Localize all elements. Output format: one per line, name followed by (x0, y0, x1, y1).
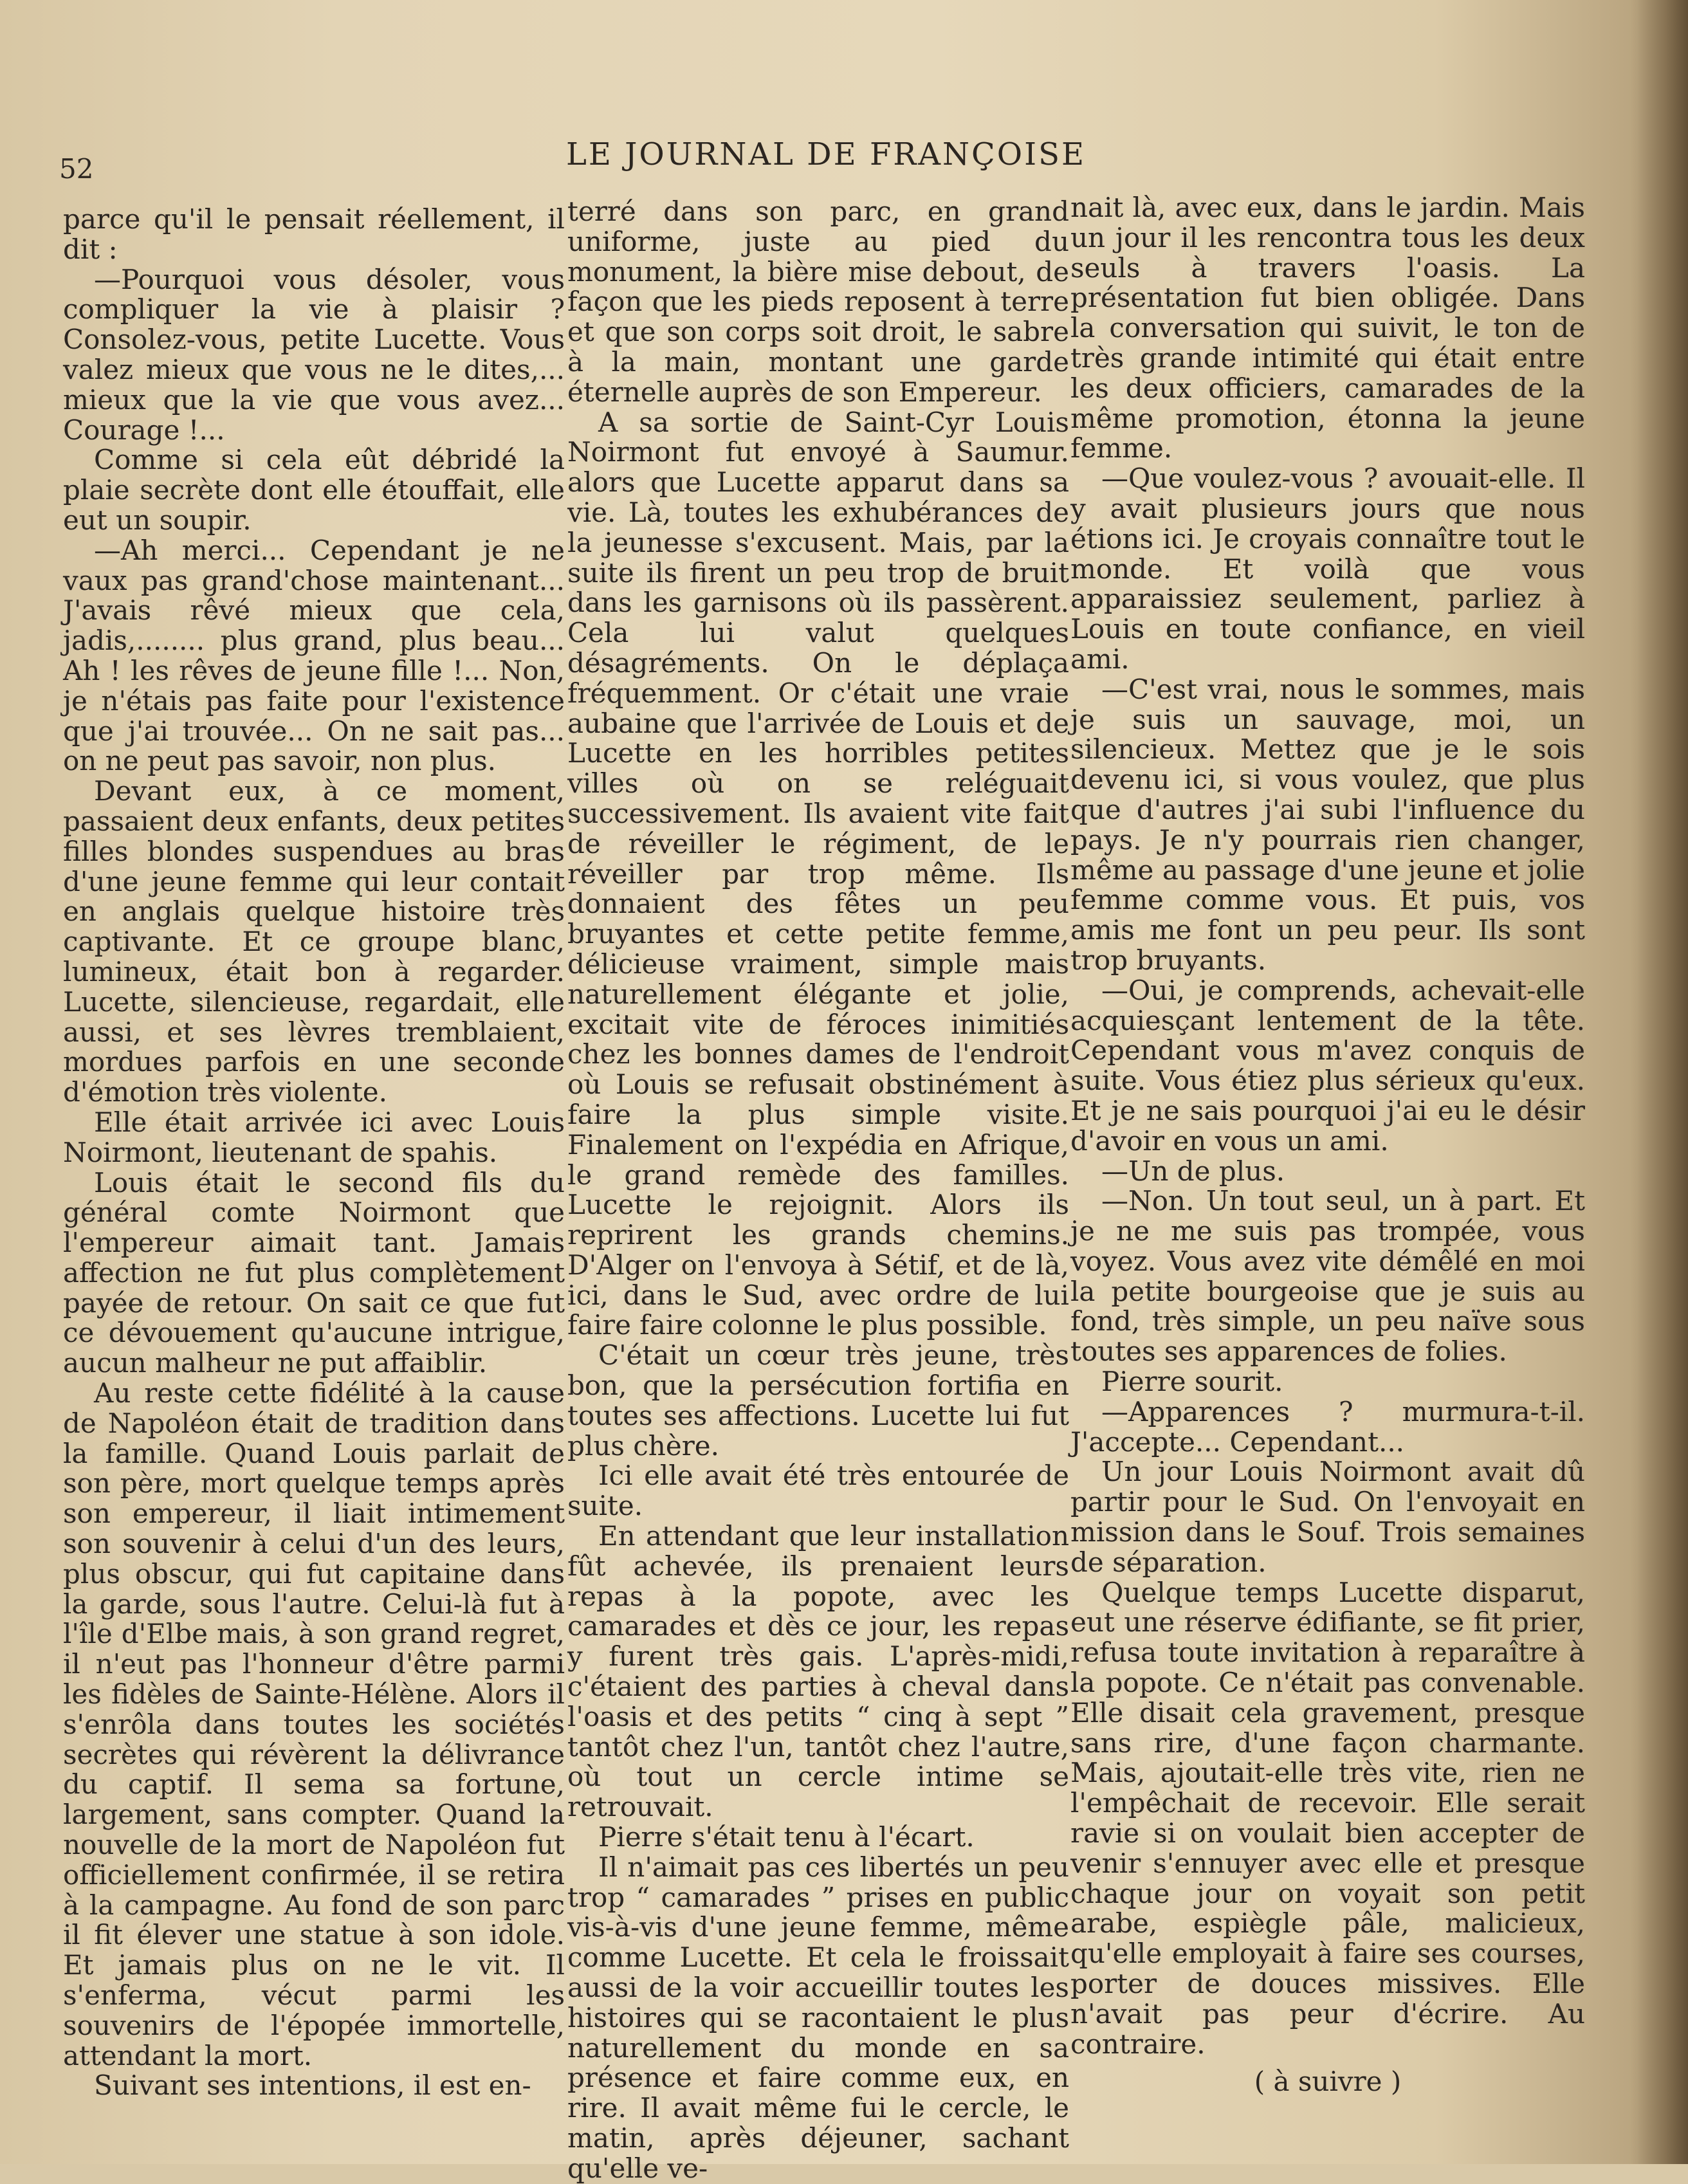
paragraph: Ici elle avait été très entourée de suite. (567, 1460, 1069, 1522)
text-column-2 (567, 197, 1069, 2184)
paragraph: parce qu'il le pensait réellement, il dit : (63, 203, 565, 265)
paragraph: —Que voulez-vous ? avouait-elle. Il y avait plusieurs jours que nous étions ici. Je croyais connaître tout le monde. Et voilà que vous apparaissiez seulement, parliez à Louis en toute confiance, en vieil ami. (1070, 463, 1585, 675)
page-number: 52 (59, 153, 94, 185)
text-column-3 (1070, 193, 1585, 2097)
paragraph: C'était un cœur très jeune, très bon, que la persécution fortifia en toutes ses affections. Lucette lui fut plus chère. (567, 1339, 1069, 1462)
paragraph: A sa sortie de Saint-Cyr Louis Noirmont fut envoyé à Saumur. alors que Lucette apparut dans sa vie. Là, toutes les exhubérances de la jeunesse s'excusent. Mais, par la suite ils firent un peu trop de bruit dans les garnisons où ils passèrent. Cela lui valut quelques désagréments. On le déplaça fréquemment. Or c'était une vraie aubaine que l'arrivée de Louis et de Lucette en les horribles petites villes où on se reléguait successivement. Ils avaient vite fait de réveiller le régiment, de le réveiller par trop même. Ils donnaient des fêtes un peu bruyantes et cette petite femme, délicieuse vraiment, simple mais naturellement élégante et jolie, excitait vite de féroces inimitiés chez les bonnes dames de l'endroit où Louis se refusait obstinément à faire la plus simple visite. Finalement on l'expédia en Afrique, le grand remède des familles. Lucette le rejoignit. Alors ils reprirent les grands chemins. D'Alger on l'envoya à Sétif, et de là, ici, dans le Sud, avec ordre de lui faire faire colonne le plus possible. (567, 406, 1069, 1341)
paragraph: —Apparences ? murmura-t-il. J'accepte... Cependant... (1070, 1395, 1585, 1458)
paragraph: Quelque temps Lucette disparut, eut une réserve édifiante, se fit prier, refusa toute invitation à reparaître à la popote. Ce n'était pas convenable. Elle disait cela gravement, presque sans rire, d'une façon charmante. Mais, ajoutait-elle très vite, rien ne l'empêchait de recevoir. Elle serait ravie si on voulait bien accepter de venir s'ennuyer avec elle et presque chaque jour on voyait son petit arabe, espiègle pâle, malicieux, qu'elle employait à faire ses courses, porter de douces missives. Elle n'avait pas peur d'écrire. Au contraire. (1070, 1576, 1585, 2060)
continued-note: ( à suivre ) (1254, 2066, 1402, 2098)
paragraph: terré dans son parc, en grand uniforme, juste au pied du monument, la bière mise debout, de façon que les pieds reposent à terre et que son corps soit droit, le sabre à la main, montant une garde éternelle auprès de son Empereur. (567, 196, 1069, 408)
paragraph: —C'est vrai, nous le sommes, mais je suis un sauvage, moi, un silencieux. Mettez que je le sois devenu ici, si vous voulez, que plus que d'autres j'ai subi l'influence du pays. Je n'y pourrais rien changer, même au passage d'une jeune et jolie femme comme vous. Et puis, vos amis me font un peu peur. Ils sont trop bruyants. (1070, 673, 1585, 976)
paragraph: Pierre sourit. (1101, 1366, 1283, 1398)
text-column-1 (63, 205, 565, 2101)
binding-shadow (1630, 0, 1688, 2164)
paragraph: nait là, avec eux, dans le jardin. Mais un jour il les rencontra tous les deux seuls à travers l'oasis. La présentation fut bien obligée. Dans la conversation qui suivit, le ton de très grande intimité qui était entre les deux officiers, camarades de la même promotion, étonna la jeune femme. (1070, 192, 1585, 464)
running-header-title: LE JOURNAL DE FRANÇOISE (566, 136, 1087, 172)
paragraph: Devant eux, à ce moment, passaient deux enfants, deux petites filles blondes suspendues au bras d'une jeune femme qui leur contait en anglais quelque histoire très captivante. Et ce groupe blanc, lumineux, était bon à regarder. Lucette, silencieuse, regardait, elle aussi, et ses lèvres tremblaient, mordues parfois en une seconde d'émotion très violente. (63, 775, 565, 1108)
paragraph: Suivant ses intentions, il est en- (94, 2069, 531, 2102)
paragraph: Il n'aimait pas ces libertés un peu trop “ camarades ” prises en public vis-à-vis d'une jeune femme, même comme Lucette. Et cela le froissait aussi de la voir accueillir toutes les histoires qui se racontaient le plus naturellement du monde en sa présence et faire comme eux, en rire. Il avait même fui le cercle, le matin, après déjeuner, sachant qu'elle ve- (567, 1851, 1069, 2184)
paragraph: Pierre s'était tenu à l'écart. (598, 1821, 975, 1853)
paragraph: —Oui, je comprends, achevait-elle acquiesçant lentement de la tête. Cependant vous m'avez conquis de suite. Vous étiez plus sérieux qu'eux. Et je ne sais pourquoi j'ai eu le désir d'avoir en vous un ami. (1070, 974, 1585, 1157)
paragraph: Elle était arrivée ici avec Louis Noirmont, lieutenant de spahis. (63, 1106, 565, 1168)
paragraph: —Ah merci... Cependant je ne vaux pas grand'chose maintenant... J'avais rêvé mieux que cela, jadis,........ plus grand, plus beau... Ah ! les rêves de jeune fille !... Non, je n'étais pas faite pour l'existence que j'ai trouvée... On ne sait pas... on ne peut pas savoir, non plus. (63, 534, 565, 777)
paragraph: —Pourquoi vous désoler, vous compliquer la vie à plaisir ? Consolez-vous, petite Lucette. Vous valez mieux que vous ne le dites,... mieux que la vie que vous avez... Courage !... (63, 263, 565, 446)
paragraph: —Un de plus. (1101, 1155, 1285, 1187)
paragraph: Un jour Louis Noirmont avait dû partir pour le Sud. On l'envoyait en mission dans le Souf. Trois semaines de séparation. (1070, 1456, 1585, 1578)
paragraph: —Non. Un tout seul, un à part. Et je ne me suis pas trompée, vous voyez. Vous avez vite démêlé en moi la petite bourgeoise que je suis au fond, très simple, un peu naïve sous toutes ses apparences de folies. (1070, 1185, 1585, 1368)
paragraph: Louis était le second fils du général comte Noirmont que l'empereur aimait tant. Jamais affection ne fut plus complètement payée de retour. On sait ce que fut ce dévouement qu'aucune intrigue, aucun malheur ne put affaiblir. (63, 1166, 565, 1379)
paragraph: Comme si cela eût débridé la plaie secrète dont elle étouffait, elle eut un soupir. (63, 444, 565, 536)
paragraph: En attendant que leur installation fût achevée, ils prenaient leurs repas à la popote, avec les camarades et dès ce jour, les repas y furent très gais. L'après-midi, c'étaient des parties à cheval dans l'oasis et des petits “ cinq à sept ” tantôt chez l'un, tantôt chez l'autre, où tout un cercle intime se retrouvait. (567, 1520, 1069, 1823)
paragraph: Au reste cette fidélité à la cause de Napoléon était de tradition dans la famille. Quand Louis parlait de son père, mort quelque temps après son empereur, il liait intimement son souvenir à celui d'un des leurs, plus obscur, qui fut capitaine dans la garde, sous l'autre. Celui-là fut à l'île d'Elbe mais, à son grand regret, il n'eut pas l'honneur d'être parmi les fidèles de Sainte-Hélène. Alors il s'enrôla dans toutes les sociétés secrètes qui révèrent la délivrance du captif. Il sema sa fortune, largement, sans compter. Quand la nouvelle de la mort de Napoléon fut officiellement confirmée, il se retira à la campagne. Au fond de son parc il fit élever une statue à son idole. Et jamais plus on ne le vit. Il s'enferma, vécut parmi les souvenirs de l'épopée immortelle, attendant la mort. (63, 1377, 565, 2071)
